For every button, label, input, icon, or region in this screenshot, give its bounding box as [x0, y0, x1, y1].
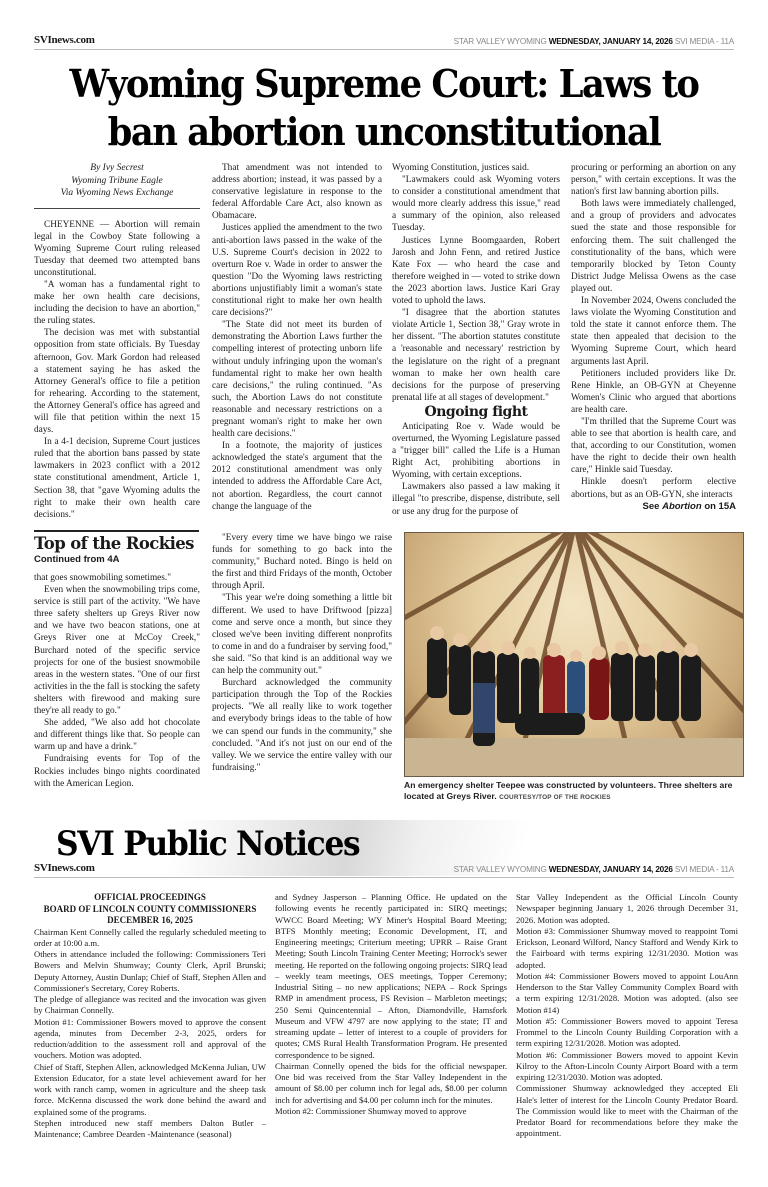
- lead-column-2: [212, 162, 382, 513]
- paragraph: In November 2024, Owens concluded the laws violate the Wyoming Constitution and told the state it cannot enforce them. The state then appealed that decision to the Wyoming Supreme Court, which heard arguments last April.: [571, 296, 736, 367]
- second-column-2: [212, 532, 392, 774]
- paragraph: Both laws were immediately challenged, and a group of providers and advocates sued the state and those responsible for enforcing them. The suit challenged the constitutionality of the bans, which were temporarily blocked by Teton County District Judge Melissa Owens as the case played out.: [571, 199, 736, 294]
- notice-paragraph: Motion #5: Commissioner Bowers moved to appoint Teresa Frommel to the Lincoln County Building Corporation with a term expiring 12/31/2028. Motion was adopted.: [516, 1015, 738, 1049]
- second-story-header: [34, 530, 199, 565]
- dateline-page: SVI MEDIA - 11A: [674, 37, 734, 46]
- notice-heading-line: BOARD OF LINCOLN COUNTY COMMISSIONERS: [43, 903, 257, 914]
- paragraph: Burchard acknowledged the community participation through the Top of the Rockies projects. "We all really like to work together and everybody brings ideas to the table of how we can spend our funds in the community," she concluded. "And it's not just on our end of the valley. We we service the entire valley with our fundraising.": [212, 678, 392, 773]
- dateline: [454, 37, 734, 46]
- dateline-date: WEDNESDAY, JANUARY 14, 2026: [548, 865, 673, 874]
- second-column-1: [34, 572, 200, 790]
- dateline-location: STAR VALLEY WYOMING: [453, 37, 547, 46]
- paragraph: In a 4-1 decision, Supreme Court justices ruled that the abortion bans passed by state lawmakers in 2023 conflict with a 2012 state constitutional amendment, Article 1, Section 38, that "gave Wyoming adults the right to make their own health care decisions.": [34, 437, 200, 520]
- notice-paragraph: Stephen introduced new staff members Dalton Butler – Maintenance; Cambree Dearden -Maintenance (seasonal): [34, 1117, 266, 1139]
- notice-paragraph: Chairman Connelly opened the bids for the official newspaper. One bid was received from the Star Valley Independent in the amount of $8.00 per column inch for legal ads, $8.00 per column inch for advertising and $4.00 per column inch for the minutes.: [275, 1060, 507, 1105]
- notice-paragraph: Motion #1: Commissioner Bowers moved to approve the consent agenda, minutes from December 2-3, 2025, orders for reduction/addition to the assessment roll and approval of the vouchers. Motion was adopted.: [34, 1016, 266, 1061]
- notices-column-3: [516, 892, 738, 1140]
- notice-paragraph: Motion #4: Commissioner Bowers moved to appoint LouAnn Henderson to the Star Valley Community Complex Board with a term expiring 12/31/2028. Motion was adopted. (also see Motion #14): [516, 970, 738, 1015]
- paragraph: CHEYENNE — Abortion will remain legal in the Cowboy State following a Wyoming Supreme Court ruling released Tuesday that deemed two attempted bans unconstitutional.: [34, 219, 200, 278]
- notice-paragraph: Motion #6: Commissioner Bowers moved to appoint Kevin Kilroy to the Afton-Lincoln County Airport Board with a term expiring 12/31/2030. Motion was adopted.: [516, 1049, 738, 1082]
- paragraph: That amendment was not intended to address abortion; instead, it was passed by a conservative legislature in response to the federal Affordable Care Act, also known as Obamacare.: [212, 163, 382, 222]
- notice-paragraph: Motion #3: Commissioner Shumway moved to reappoint Tomi Erickson, Leonard Wilford, Nancy Stafford and Wendy Kirk to the Fairboard with terms expiring 12/31/2030. Motion was adopted.: [516, 925, 738, 970]
- paragraph: Anticipating Roe v. Wade would be overturned, the Wyoming Legislature passed a "trigger bill" called the Life is a Human Right Act, prohibiting abortions in Wyoming, with certain exceptions.: [392, 421, 560, 481]
- paragraph: "Every every time we have bingo we raise funds for something to go back into the community," Buchard noted. Bingo is held on the first and third Fridays of the month, October through April.: [212, 533, 392, 592]
- photo-credit: COURTESY/TOP OF THE ROCKIES: [499, 794, 611, 801]
- page-folio-top: [34, 30, 734, 50]
- photo-caption: [404, 780, 746, 803]
- dateline: [454, 865, 734, 874]
- paragraph: Justices Lynne Boomgaarden, Robert Jarosh and John Fenn, and retired Justice Kate Fox — who heard the case and therefore weighed in — voted to strike down the 2023 abortion laws. Justice Kari Gray voted to uphold the laws.: [392, 235, 560, 307]
- lead-column-4: [571, 162, 736, 513]
- continued-from[interactable]: Continued from 4A: [34, 554, 120, 565]
- paragraph: "The State did not meet its burden of demonstrating the Abortion Laws further the compelling interest of protecting unborn life without unduly infringing upon the woman's fundamental right to make her own health care decisions," the ruling continued. "As such, the Abortion Laws do not constitute reasonable and necessary restrictions on a pregnant woman's right to make her own health care decisions.": [212, 320, 382, 440]
- paragraph: Fundraising events for Top of the Rockies includes bingo nights coordinated with the American Legion.: [34, 754, 200, 789]
- teepee-photo[interactable]: [404, 532, 744, 777]
- notice-paragraph: Star Valley Independent as the Official Lincoln County Newspaper beginning January 1, 2026 through December 31, 2026. Motion was adopted.: [516, 892, 738, 925]
- notice-paragraph: Chief of Staff, Stephen Allen, acknowledged McKenna Julian, UW Extension Educator, for a state level achievement award for her work with ranch camp, women in agriculture and the sheep task force. McKenna discussed the work done behind the award and explained some of the programs.: [34, 1061, 266, 1117]
- paragraph: that goes snowmobiling sometimes.": [34, 573, 172, 583]
- notices-column-2: [275, 892, 507, 1117]
- site-name[interactable]: SVInews.com: [34, 862, 95, 874]
- lead-headline: Wyoming Supreme Court: Laws to ban abortion unconstitutional: [69, 61, 699, 154]
- paragraph: Even when the snowmobiling trips come, service is still part of the activity. "We have three safety shelters up Greys River now and we have two beacon stations, one at Greys River one at McCoy Creek," Burchard noted of the specific service projects for one of the busiest snowmobile areas in the western states. "One of our first activities in the the fall is stocking the safety shelters with firewood and making sure they're all ready to go.": [34, 585, 200, 717]
- paragraph: Wyoming Constitution, justices said.: [392, 163, 530, 173]
- paragraph: "I disagree that the abortion statutes violate Article 1, Section 38," Gray wrote in her dissent. "The abortion statutes constitute a 'reasonable and necessary' restriction by the legislature on the right of a pregnant woman to make her own health care decisions for the purpose of preserving prenatal life at all stages of development.": [392, 308, 560, 403]
- caption-text: An emergency shelter Teepee was constructed by volunteers. Three shelters are located at Greys River.: [404, 780, 733, 801]
- lead-column-3: [392, 162, 560, 518]
- notice-paragraph: and Sydney Jasperson – Planning Office. He updated on the following events he recently participated in: SIRQ meetings; WWCC Board Meeting; WY Miner's Hospital Board Meeting; BTFS Monthly meeting; Economic Development, IT, and Engineering meetings; Criterium meeting; UPRR – Raise Grant Meeting; South Lincoln Training Center Meeting; Horrock's sewer meeting. He reported on the following ongoing projects: SIRQ lead – weekly team meetings, OES meetings, Topper Ceremony; Industrial Siting – no new applications; NEPA – Rock Springs RMP in amendment process, FS Revision – Marbleton meetings; 250 Semi Quincentennial – Afton, Diamondville, Hamsfork Museum and VFW 4797 are now applying to the state; IT and streaming update – letter of interest to a couple of providers for quotes; CMS Rural Health Transformation Program. He presented correspondence to be signed.: [275, 892, 507, 1060]
- site-name[interactable]: SVInews.com: [34, 34, 95, 46]
- jump-target: Abortion: [662, 500, 702, 512]
- notice-paragraph: The pledge of allegiance was recited and the invocation was given by Chairman Connelly.: [34, 994, 266, 1016]
- jump-suffix: on 15A: [704, 500, 736, 512]
- paragraph: Hinkle doesn't perform elective abortions, but as an OB-GYN, she interacts: [571, 477, 736, 500]
- jump-prefix: See: [642, 500, 660, 512]
- paragraph: In a footnote, the majority of justices acknowledged the state's argument that the 2012 constitutional amendment was only intended to address the Affordable Care Act, not abortion. Regardless, the court cannot change the language of the: [212, 441, 382, 512]
- lead-column-1: [34, 162, 200, 521]
- paragraph: Justices applied the amendment to the two anti-abortion laws passed in the wake of the U.S. Supreme Court's decision in 2022 to overturn Roe v. Wade in order to answer the question "Do the Wyoming laws restricting abortions unjustifiably limit a woman's state constitutional right to make her own health care decisions?": [212, 223, 382, 319]
- notice-heading: [34, 892, 266, 927]
- byline-author: By Ivy Secrest: [90, 163, 144, 173]
- second-story-title: Top of the Rockies: [34, 534, 194, 553]
- page-folio-notices: [34, 858, 734, 878]
- paragraph: "A woman has a fundamental right to make her own health care decisions, including the decision to have an abortion," the ruling states.: [34, 279, 200, 327]
- notice-heading-line: OFFICIAL PROCEEDINGS: [94, 892, 206, 902]
- paragraph: The decision was met with substantial opposition from state officials. By Tuesday afternoon, Gov. Mark Gordon had released a statement saying he has asked the Attorney General's office to file a petition for rehearing. According to the statement, the Attorney General's office has agreed and will file that petition within the next 15 days.: [34, 328, 200, 436]
- public-notices-title: SVI Public Notices: [56, 824, 360, 864]
- paragraph: "This year we're doing something a little bit different. We used to have Driftwood [pizza] come and serve once a month, but since they closed we've been inviting different nonprofits to come in and do a fundraiser by serving food," she said. "So that kind is an additional way we can help the community out.": [212, 593, 392, 677]
- notice-paragraph: Motion #2: Commissioner Shumway moved to approve: [275, 1105, 467, 1116]
- notices-column-1: [34, 892, 266, 1140]
- notice-heading-line: DECEMBER 16, 2025: [107, 915, 193, 925]
- dateline-location: STAR VALLEY WYOMING: [453, 865, 547, 874]
- byline-outlet: Wyoming Tribune Eagle: [71, 175, 163, 186]
- notice-paragraph: Others in attendance included the following: Commissioners Teri Bowers and Melvin Shumway; County Clerk, April Brunski; Deputy Attorney, Austin Dunlap; Chief of Staff, Stephen Allen and Commissioner's Secretary, Corey Roberts.: [34, 949, 266, 993]
- dateline-page: SVI MEDIA - 11A: [674, 865, 734, 874]
- paragraph: "I'm thrilled that the Supreme Court was able to see that abortion is health care, and that, according to our Constitution, women have the right to decide their own health care," Hinkle said Tuesday.: [571, 416, 736, 476]
- paragraph: "Lawmakers could ask Wyoming voters to consider a constitutional amendment that would more clearly address this issue," read a summary of the opinion, also released Tuesday.: [392, 175, 560, 234]
- paragraph: She added, "We also add hot chocolate and different things like that. So people can warm up and have a drink.": [34, 718, 200, 753]
- paragraph: procuring or performing an abortion on any person," with certain exceptions. It was the nation's first law banning abortion pills.: [571, 163, 736, 198]
- notice-paragraph: Commissioner Shumway acknowledged they accepted Eli Hale's letter of interest for the Lincoln County Predator Board. The Commission would like to meet with the Chairman of the Predator Board for recommendations before they make the appointment.: [516, 1083, 738, 1139]
- byline-via: Via Wyoming News Exchange: [60, 188, 174, 198]
- teepee-scene-illustration: [405, 533, 744, 777]
- notice-paragraph: Chairman Kent Connelly called the regularly scheduled meeting to order at 10:00 a.m.: [34, 926, 266, 948]
- paragraph: Petitioners included providers like Dr. Rene Hinkle, an OB-GYN at Cheyenne Women's Clinic who argued that abortions are health care.: [571, 368, 736, 415]
- byline: [34, 162, 200, 209]
- dateline-date: WEDNESDAY, JANUARY 14, 2026: [548, 37, 673, 46]
- jump-link[interactable]: [571, 501, 736, 513]
- paragraph: Lawmakers also passed a law making it illegal "to prescribe, dispense, distribute, sell or use any drug for the purpose of: [392, 482, 560, 517]
- subhead-ongoing-fight: Ongoing fight: [424, 403, 528, 420]
